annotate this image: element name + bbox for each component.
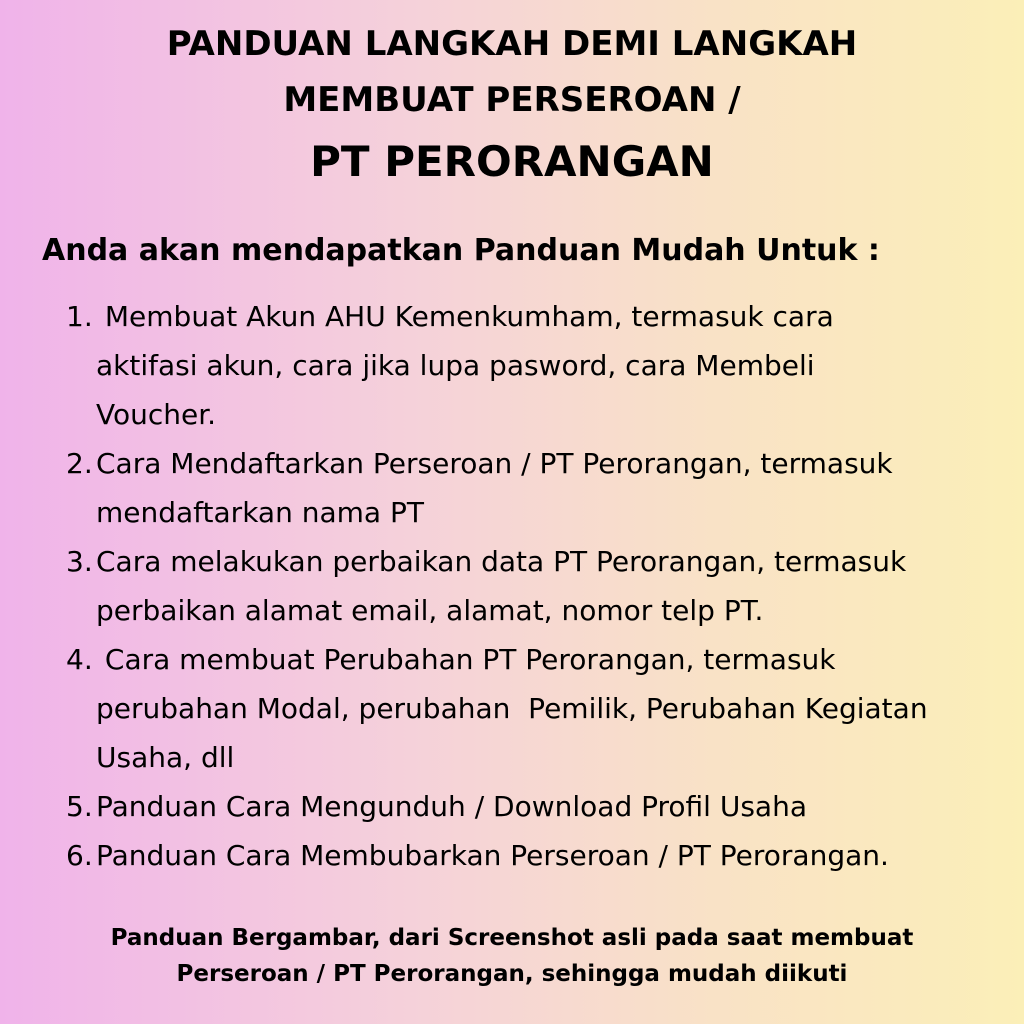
list-item-text: Usaha, dll [96, 741, 235, 774]
list-item-number: 3. [66, 545, 93, 578]
list-item-6 [0, 831, 986, 880]
list-item-text: perbaikan alamat email, alamat, nomor telp PT. [96, 594, 764, 627]
list-item-3 [0, 537, 986, 635]
list-item-number: 4. [66, 643, 93, 676]
list-item-number: 6. [66, 839, 93, 872]
list-item-number: 5. [66, 790, 93, 823]
footer-line-1: Panduan Bergambar, dari Screenshot asli pada saat membuat [110, 925, 914, 951]
intro-heading: Anda akan mendapatkan Panduan Mudah Untuk : [42, 233, 880, 268]
list-item-text: Cara membuat Perubahan PT Perorangan, termasuk [96, 643, 836, 676]
title-line-3: PT PERORANGAN [310, 137, 714, 186]
list-item-text: Voucher. [96, 398, 217, 431]
list-item-text: aktifasi akun, cara jika lupa pasword, cara Membeli [96, 349, 815, 382]
list-item-4 [0, 635, 986, 782]
list-item-number: 1. [66, 300, 93, 333]
list-item-text: Panduan Cara Mengunduh / Download Profil Usaha [96, 790, 807, 823]
list-item-text: Membuat Akun AHU Kemenkumham, termasuk cara [96, 300, 834, 333]
list-item-2 [0, 439, 986, 537]
list-item-5 [0, 782, 986, 831]
list-item-number: 2. [66, 447, 93, 480]
title-line-1: PANDUAN LANGKAH DEMI LANGKAH [166, 24, 858, 64]
guide-list [0, 292, 986, 880]
footer-line-2: Perseroan / PT Perorangan, sehingga mudah diikuti [176, 961, 848, 987]
list-item-text: mendaftarkan nama PT [96, 496, 424, 529]
list-item-text: Cara Mendaftarkan Perseroan / PT Perorangan, termasuk [96, 447, 893, 480]
list-item-text: perubahan Modal, perubahan Pemilik, Perubahan Kegiatan [96, 692, 928, 725]
list-item-text: Cara melakukan perbaikan data PT Perorangan, termasuk [96, 545, 907, 578]
list-item-1 [0, 292, 986, 439]
list-item-text: Panduan Cara Membubarkan Perseroan / PT Perorangan. [96, 839, 889, 872]
title-line-2: MEMBUAT PERSEROAN / [283, 80, 741, 120]
